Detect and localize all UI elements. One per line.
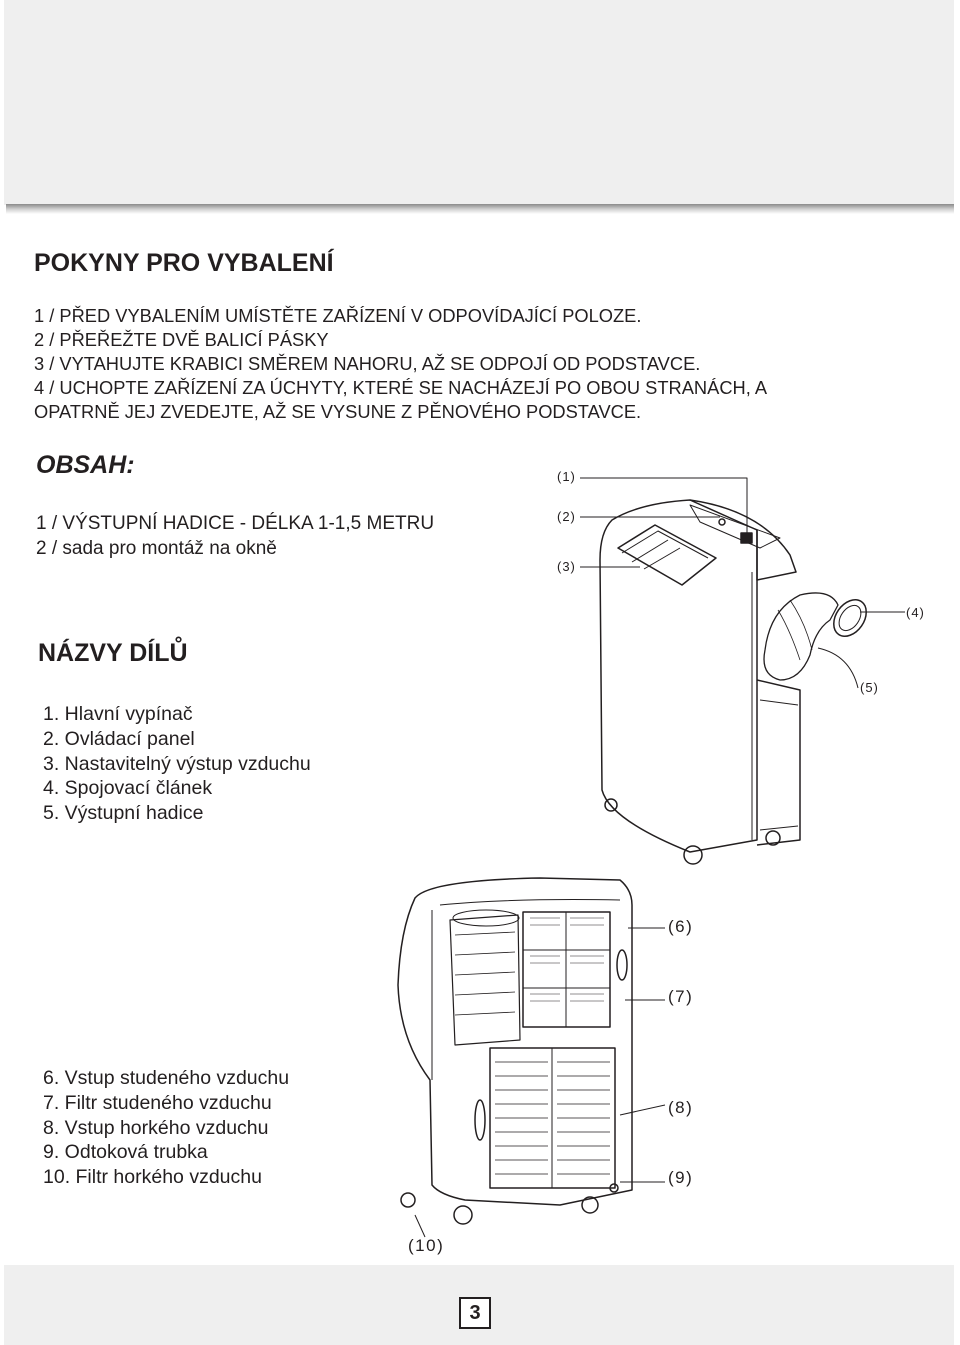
step-1: 1 / PŘED VYBALENÍM UMÍSTĚTE ZAŘÍZENÍ V ODPOVÍDAJÍCÍ POLOZE. [34,305,642,326]
callout-4: (4) [906,605,925,620]
step-2: 2 / PŘEŘEŽTE DVĚ BALICÍ PÁSKY [34,329,329,350]
part-6: 6. Vstup studeného vzduchu [43,1067,290,1089]
part-5: 5. Výstupní hadice [43,802,204,825]
page-title: POKYNY PRO VYBALENÍ [34,249,334,277]
contents-heading: OBSAH: [36,451,135,479]
part-1: 1. Hlavní vypínač [43,703,193,725]
contents-item-2: 2 / sada pro montáž na okně [36,538,277,559]
part-10: 10. Filtr horkého vzduchu [43,1166,262,1189]
part-7: 7. Filtr studeného vzduchu [43,1091,272,1114]
back-view-illustration [398,878,665,1237]
callout-7: (7) [668,987,694,1006]
callout-5: (5) [860,680,879,695]
step-3: 3 / VYTAHUJTE KRABICI SMĚREM NAHORU, AŽ SE ODPOJÍ OD PODSTAVCE. [34,353,701,374]
part-3: 3. Nastavitelný výstup vzduchu [43,752,311,775]
callout-9: (9) [668,1168,694,1187]
parts-heading: NÁZVY DÍLŮ [38,639,188,667]
callout-1: (1) [557,469,576,484]
step-4-continued: OPATRNĚ JEJ ZVEDEJTE, AŽ SE VYSUNE Z PĚNOVÉHO PODSTAVCE. [34,401,642,422]
contents-item-1: 1 / VÝSTUPNÍ HADICE - DÉLKA 1-1,5 METRU [36,513,435,534]
page-number: 3 [459,1297,491,1329]
step-4: 4 / UCHOPTE ZAŘÍZENÍ ZA ÚCHYTY, KTERÉ SE NACHÁZEJÍ PO OBOU STRANÁCH, A [34,377,768,398]
front-view-illustration [580,478,905,864]
callout-10: (10) [408,1236,445,1255]
part-8: 8. Vstup horkého vzduchu [43,1116,269,1139]
callout-6: (6) [668,917,694,936]
part-9: 9. Odtoková trubka [43,1141,208,1164]
callout-8: (8) [668,1098,694,1117]
callout-3: (3) [557,559,576,574]
part-2: 2. Ovládací panel [43,727,195,750]
part-4: 4. Spojovací článek [43,777,213,800]
callout-2: (2) [557,509,576,524]
